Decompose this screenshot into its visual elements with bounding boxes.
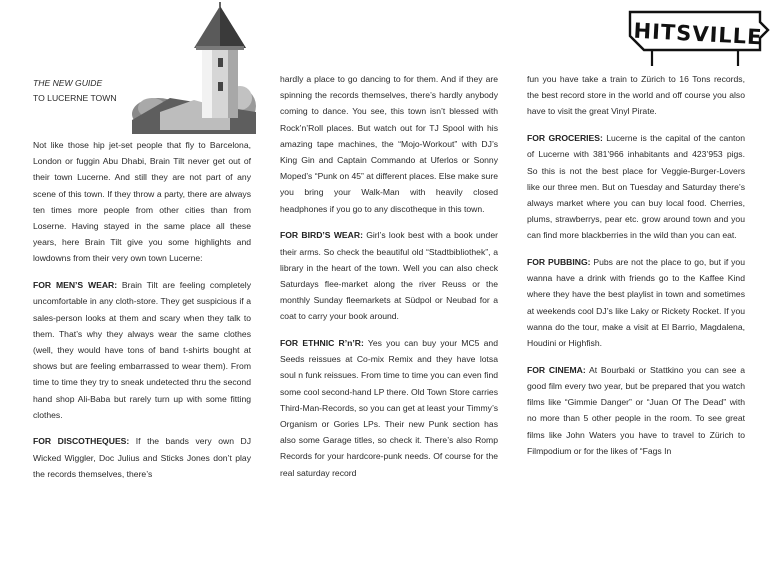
birds-wear-text: Girl’s look best with a book under their arms. So check the beautiful old “Stadtbibliothek”, a library in the heart of the town. Well you can also check Saturdays flee-market along the river Reuss or the monthly Sunday fleemarkets at Südpol or Neubad for a coat to carry your book around. [280,230,498,322]
discotheques-text: If the bands very own DJ Wicked Wiggler, Doc Julius and Sticks Jones don’t play the records themselves, there’s [33,436,251,479]
birds-wear-heading: FOR BIRD’S WEAR: [280,230,363,241]
ethnic-rnr-continued: fun you have take a train to Zürich to 16 Tons records, the best record store in the world and off course you also have to visit the great Vinyl Pirate. [527,74,745,117]
guide-title-line1: THE NEW GUIDE [33,78,103,88]
ethnic-rnr-text: Yes you can buy your MC5 and Seeds reissues at Co-mix Remix and they have lotsa soul n funk reissues. From time to time you can even find some cool second-hand LP there. Old Town Store carries Third-Man-Records, so you can get at least your Timmy’s Organism or Gories LPs. Their new Punk section has also some Garage titles, so check it. There’s also Romp Records for your hardcore-punk needs. Of course for the real saturday record [280,338,498,478]
discotheques-heading: FOR DISCOTHEQUES: [33,436,130,447]
pubbing-section [527,254,745,351]
discotheques-continued: hardly a place to go dancing to for them. And if they are spinning the records themselves, there’s hardly anybody coming to dance. You see, this town isn’t blessed with Rock’n’Roll places. But watch out for TJ Spool with his amazing tape machines, the “Mojo-Workout” with DJ’s King Gin and Captain Commando at Uferlos or Sonny Moped’s “Punk on 45” at different places. Else make sure you bring your Walk-Man with heavily closed headphones if you go to any discotheque in this town. [280,74,498,214]
groceries-text: Lucerne is the capital of the canton of Lucerne with 381’966 inhabitants and 423’953 pigs. So this is not the best place for Veggie-Burger-Lovers like our three men. But on Tuesday and Saturday there’s always market where you can buy local food. Cherries, plums, strawberrys, pear etc. grow around town and you can find more blackberries in the wild than you can eat. [527,133,745,241]
groceries-heading: FOR GROCERIES: [527,133,603,144]
ethnic-rnr-section [280,335,498,481]
birds-wear-section [280,227,498,324]
tower-illustration [130,2,258,134]
discotheques-section [33,433,251,482]
cinema-heading: FOR CINEMA: [527,364,586,375]
intro-paragraph: Not like those hip jet-set people that fly to Barcelona, London or fuggin Abu Dhabi, Brain Tilt never get out of their town Lucerne. And still they are not part of any scene of this town. If they throw a party, there are always ten times more people from other cities than from Loserne. Having stayed in the same place all these years, here Brain Tilt give you some highlights and lowdowns from their very own town Lucerne: [33,140,251,264]
mens-wear-text: Brain Tilt are feeling completely uncomfortable in any cloth-store. They get suspicious if a sales-person looks at them and scary when they talk to them. That’s why they always wear the same clothes (well, they would have tons of band t-shirts bought at shows but are feeling embarrassed to wear them). From time to time they try to sneak undetected thru the second hand shop Ali-Baba but rarely turn up with some fitting clothes. [33,280,251,420]
logo-text: HITSVILLE [632,18,764,50]
column-2 [280,71,498,491]
mens-wear-section [33,277,251,423]
groceries-section [527,130,745,243]
pubbing-heading: FOR PUBBING: [527,257,591,268]
guide-title-line2: TO LUCERNE TOWN [33,93,117,103]
cinema-section [527,362,745,459]
column-3 [527,71,745,469]
pubbing-text: Pubs are not the place to go, but if you wanna have a drink with friends go to the Kaffee Kind where they have the best playlist in town and sometimes at weekends cool DJ’s like Laky or Rickety Rocket. If you wanna do the tour, make a visit at El Barrio, Magdalena, Houdini or Highfish. [527,257,745,349]
cinema-text: At Bourbaki or Stattkino you can see a good film every two year, but be prepared that you watch films like “Gimmie Danger” or “Juan Of The Dead” with no more than 5 other people in the room. To see great films like John Waters you have to travel to Zürich to Filmpodium or for the likes of “Fags In [527,364,745,456]
mens-wear-heading: FOR MEN’S WEAR: [33,280,118,291]
ethnic-rnr-heading: FOR ETHNIC R’n’R: [280,338,364,349]
column-1 [33,137,251,493]
guide-title [33,76,117,106]
hitsville-logo [626,6,771,68]
